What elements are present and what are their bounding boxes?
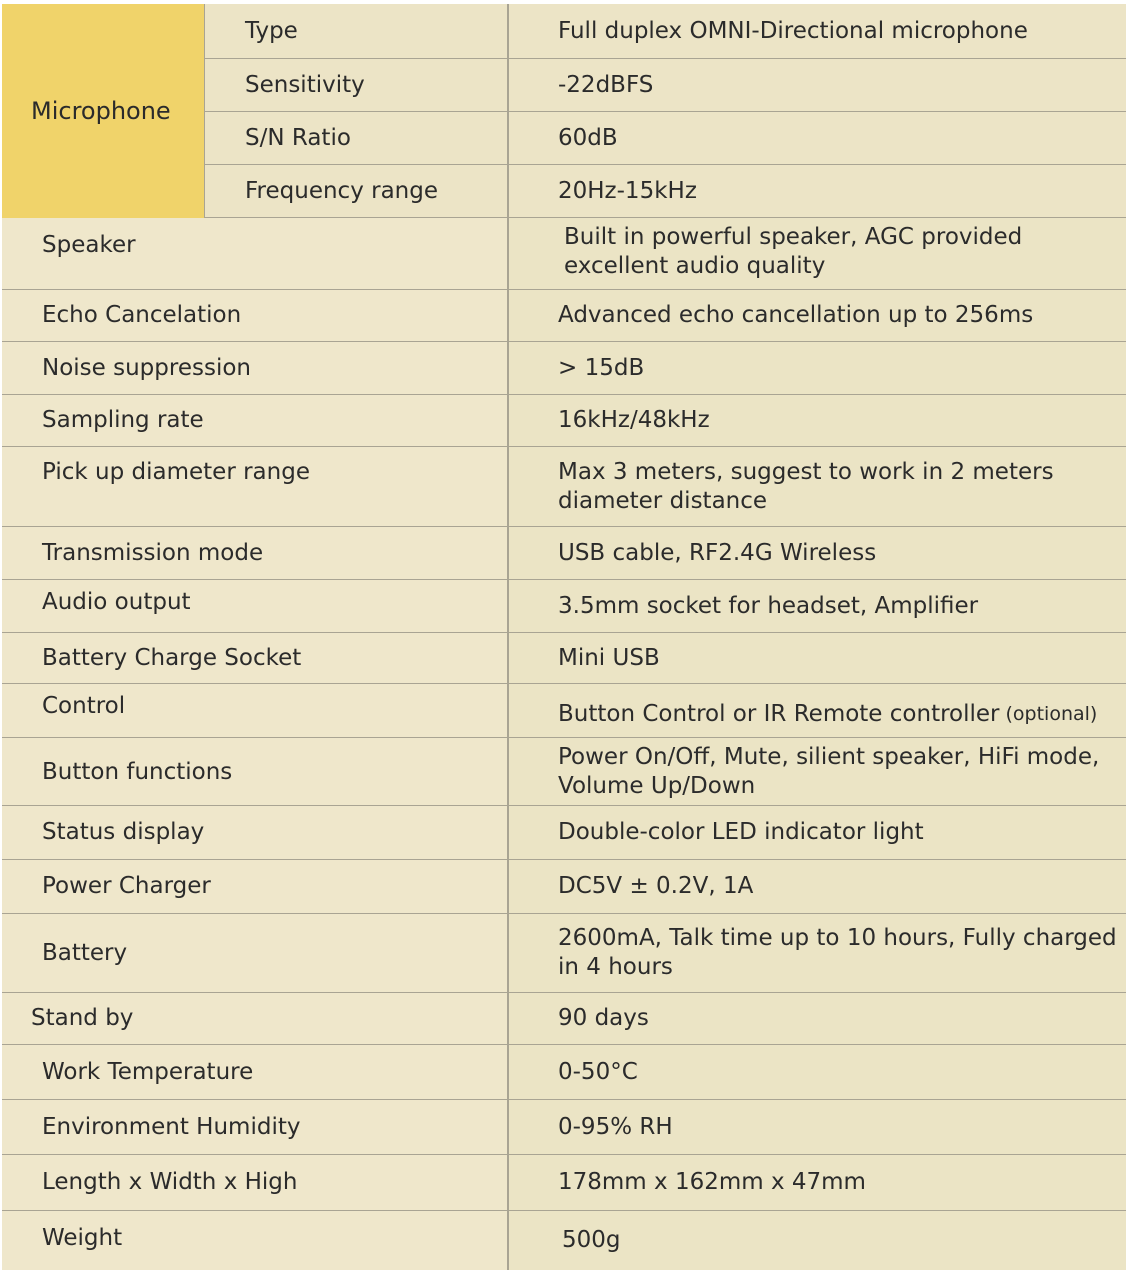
row-value: 0-95% RH bbox=[507, 1100, 1126, 1154]
table-row-sampling-rate bbox=[2, 395, 1126, 447]
row-label: Weight bbox=[2, 1211, 507, 1270]
table-row-control bbox=[2, 684, 1126, 738]
row-value: Built in powerful speaker, AGC provided excellent audio quality bbox=[507, 218, 1126, 289]
row-value: Max 3 meters, suggest to work in 2 meters diameter distance bbox=[507, 447, 1126, 526]
row-value: > 15dB bbox=[507, 342, 1126, 394]
mic-frequency-label: Frequency range bbox=[205, 165, 507, 218]
row-value: Power On/Off, Mute, silient speaker, HiFi mode, Volume Up/Down bbox=[507, 738, 1126, 805]
mic-sensitivity-value: -22dBFS bbox=[507, 59, 1126, 112]
row-value: 500g bbox=[507, 1211, 1126, 1270]
row-label: Audio output bbox=[2, 580, 507, 632]
mic-snr-label: S/N Ratio bbox=[205, 112, 507, 165]
table-row-stand-by bbox=[2, 993, 1126, 1045]
table-row-transmission-mode bbox=[2, 527, 1126, 580]
table-row-environment-humidity bbox=[2, 1100, 1126, 1155]
table-row-noise-suppression bbox=[2, 342, 1126, 395]
control-value-text: Button Control or IR Remote controller bbox=[558, 701, 1000, 727]
row-value: 3.5mm socket for headset, Amplifier bbox=[507, 580, 1126, 632]
spec-table bbox=[2, 4, 1126, 1270]
table-row-status-display bbox=[2, 806, 1126, 860]
table-row-pickup-range bbox=[2, 447, 1126, 527]
row-value: Advanced echo cancellation up to 256ms bbox=[507, 290, 1126, 341]
table-row-audio-output bbox=[2, 580, 1126, 633]
row-value: 0-50°C bbox=[507, 1045, 1126, 1099]
mic-snr-value: 60dB bbox=[507, 112, 1126, 165]
table-row-weight bbox=[2, 1211, 1126, 1270]
mic-sensitivity-label: Sensitivity bbox=[205, 59, 507, 112]
row-label: Battery bbox=[2, 914, 507, 992]
row-label: Transmission mode bbox=[2, 527, 507, 579]
row-label: Echo Cancelation bbox=[2, 290, 507, 341]
mic-type-label: Type bbox=[205, 4, 507, 59]
table-row-power-charger bbox=[2, 860, 1126, 914]
row-label: Button functions bbox=[2, 738, 507, 805]
table-row-battery-charge-socket bbox=[2, 633, 1126, 684]
row-label: Pick up diameter range bbox=[2, 447, 507, 526]
table-row-echo-cancelation bbox=[2, 290, 1126, 342]
mic-type-value: Full duplex OMNI-Directional microphone bbox=[507, 4, 1126, 59]
mic-frequency-value: 20Hz-15kHz bbox=[507, 165, 1126, 218]
table-row-dimensions bbox=[2, 1155, 1126, 1211]
microphone-group-label: Microphone bbox=[2, 4, 205, 218]
row-value: 178mm x 162mm x 47mm bbox=[507, 1155, 1126, 1210]
row-label: Length x Width x High bbox=[2, 1155, 507, 1210]
row-label: Battery Charge Socket bbox=[2, 633, 507, 683]
table-row-battery bbox=[2, 914, 1126, 993]
row-label: Status display bbox=[2, 806, 507, 859]
row-label: Power Charger bbox=[2, 860, 507, 913]
control-optional-note: (optional) bbox=[1005, 703, 1098, 725]
row-value bbox=[507, 684, 1126, 737]
row-label: Noise suppression bbox=[2, 342, 507, 394]
row-label: Work Temperature bbox=[2, 1045, 507, 1099]
row-value: 90 days bbox=[507, 993, 1126, 1044]
table-row-speaker bbox=[2, 218, 1126, 290]
row-label: Stand by bbox=[2, 993, 507, 1044]
row-value: USB cable, RF2.4G Wireless bbox=[507, 527, 1126, 579]
table-row-button-functions bbox=[2, 738, 1126, 806]
row-label: Speaker bbox=[2, 218, 507, 289]
row-value: 16kHz/48kHz bbox=[507, 395, 1126, 446]
row-value: Mini USB bbox=[507, 633, 1126, 683]
row-value: 2600mA, Talk time up to 10 hours, Fully charged in 4 hours bbox=[507, 914, 1126, 992]
row-label: Sampling rate bbox=[2, 395, 507, 446]
row-label: Environment Humidity bbox=[2, 1100, 507, 1154]
table-row-work-temperature bbox=[2, 1045, 1126, 1100]
row-label: Control bbox=[2, 684, 507, 737]
row-value: Double-color LED indicator light bbox=[507, 806, 1126, 859]
column-divider bbox=[507, 4, 509, 1270]
row-value: DC5V ± 0.2V, 1A bbox=[507, 860, 1126, 913]
